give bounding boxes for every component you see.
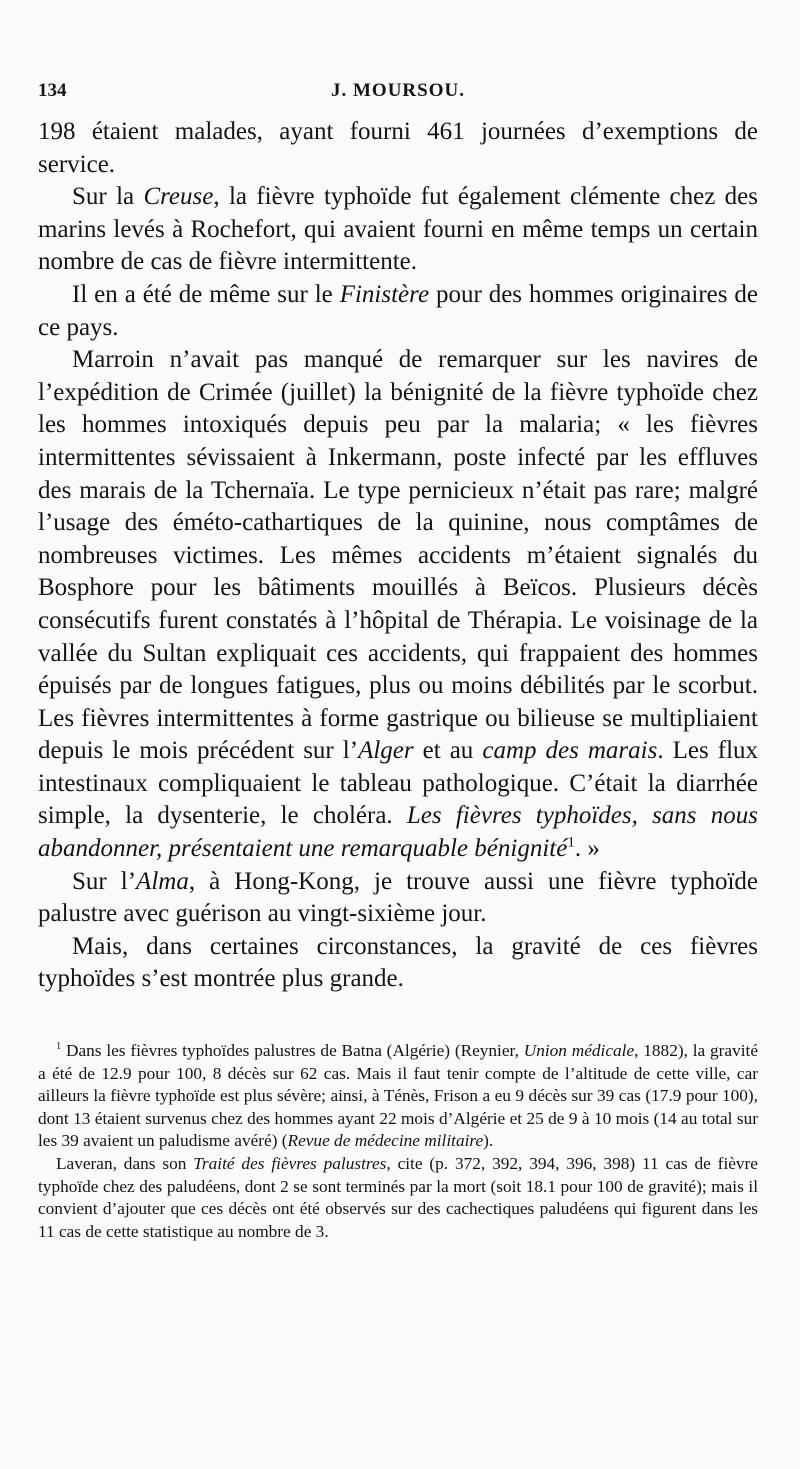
paragraph: Sur la Creuse, la fièvre typhoïde fut également clémente chez des marins levés à Rochefort, qui avaient fourni en même temps un certain nombre de cas de fièvre intermittente.: [38, 183, 758, 276]
footnote: $^1$ Dans les fièvres typhoïdes palustres de Batna (Algérie) (Reynier, Union médicale, 1882), la gravité a été de 12.9 pour 100, 8 décès sur 62 cas. Mais il faut tenir compte de l’altitude de cette ville, car ailleurs la fièvre typhoïde est plus sévère; ainsi, à Ténès, Frison a eu 9 décès sur 39 cas (17.9 pour 100), dont 13 étaient survenus chez des hommes ayant 22 mois d’Algérie et 25 de 9 à 10 mois (14 au total sur les 39 avaient un paludisme avéré) (Revue de médecine militaire).: [38, 1041, 758, 1151]
place-name: camp des marais: [482, 737, 658, 765]
paragraph: Marroin n’avait pas manqué de remarquer sur les navires de l’expédition de Crimée (juillet) la bénignité de la fièvre typhoïde chez les hommes intoxiqués depuis peu par la malaria; « les fièvres intermittentes sévissaient à Inkermann, poste infecté par les effluves des marais de la Tchernaïa. Le type pernicieux n’était pas rare; malgré l’usage des éméto-cathartiques de la quinine, nous comptâmes de nombreuses victimes. Les mêmes accidents m’étaient signalés du Bosphore pour les bâtiments mouillés à Beïcos. Plusieurs décès consécutifs furent constatés à l’hôpital de Thérapia. Le voisinage de la vallée du Sultan expliquait ces accidents, qui frappaient des hommes épuisés par de longues fatigues, plus ou moins débilités par le scorbut. Les fièvres intermittentes à forme gastrique ou bilieuse se multipliaient depuis le mois précédent sur l’Alger et au camp des marais. Les flux intestinaux compliquaient le tableau pathologique. C’était la diarrhée simple, la dysenterie, le choléra. Les fièvres typhoïdes, sans nous abandonner, présentaient une remarquable bénignité$^1$. »: [38, 346, 759, 863]
footnote-ref: 1: [567, 834, 575, 851]
ship-name: Alger: [358, 737, 414, 765]
book-title: Traité des fièvres palustres: [193, 1154, 387, 1173]
paragraph: Sur l’Alma, à Hong-Kong, je trouve aussi une fièvre typhoïde palustre avec guérison au vingt-sixième jour.: [38, 867, 759, 928]
body-text: [38, 116, 758, 996]
page-number: 134: [38, 80, 67, 101]
journal-title: Revue de médecine militaire: [287, 1131, 484, 1151]
footnote: Laveran, dans son Traité des fièvres palustres, cite (p. 372, 392, 394, 396, 398) 11 cas de fièvre typhoïde chez des paludéens, dont 2 se sont terminés par la mort (soit 18.1 pour 100 de gravité); mais il convient d’ajouter que ces décès ont été observés sur des cachectiques paludéens qui figurent dans les 11 cas de cette statistique au nombre de 3.: [38, 1154, 758, 1241]
ship-name: Finistère: [339, 280, 430, 308]
journal-title: Union médicale: [523, 1041, 635, 1061]
running-head: J. MOURSOU.: [331, 80, 465, 101]
paragraph: 198 étaient malades, ayant fourni 461 journées d’exemptions de service.: [38, 118, 758, 178]
footnote-mark: 1: [56, 1041, 62, 1053]
quoted-italic: Les fièvres typhoïdes, sans nous abandonner, présentaient une remarquable bénignité: [38, 802, 758, 863]
paragraph: Il en a été de même sur le Finistère pour des hommes originaires de ce pays.: [38, 280, 758, 341]
paragraph: Mais, dans certaines circonstances, la gravité de ces fièvres typhoïdes s’est montrée plus grande.: [38, 932, 758, 993]
ship-name: Creuse: [143, 183, 214, 211]
footnotes: [38, 1040, 758, 1243]
ship-name: Alma: [136, 867, 189, 895]
page-header: [38, 80, 758, 108]
